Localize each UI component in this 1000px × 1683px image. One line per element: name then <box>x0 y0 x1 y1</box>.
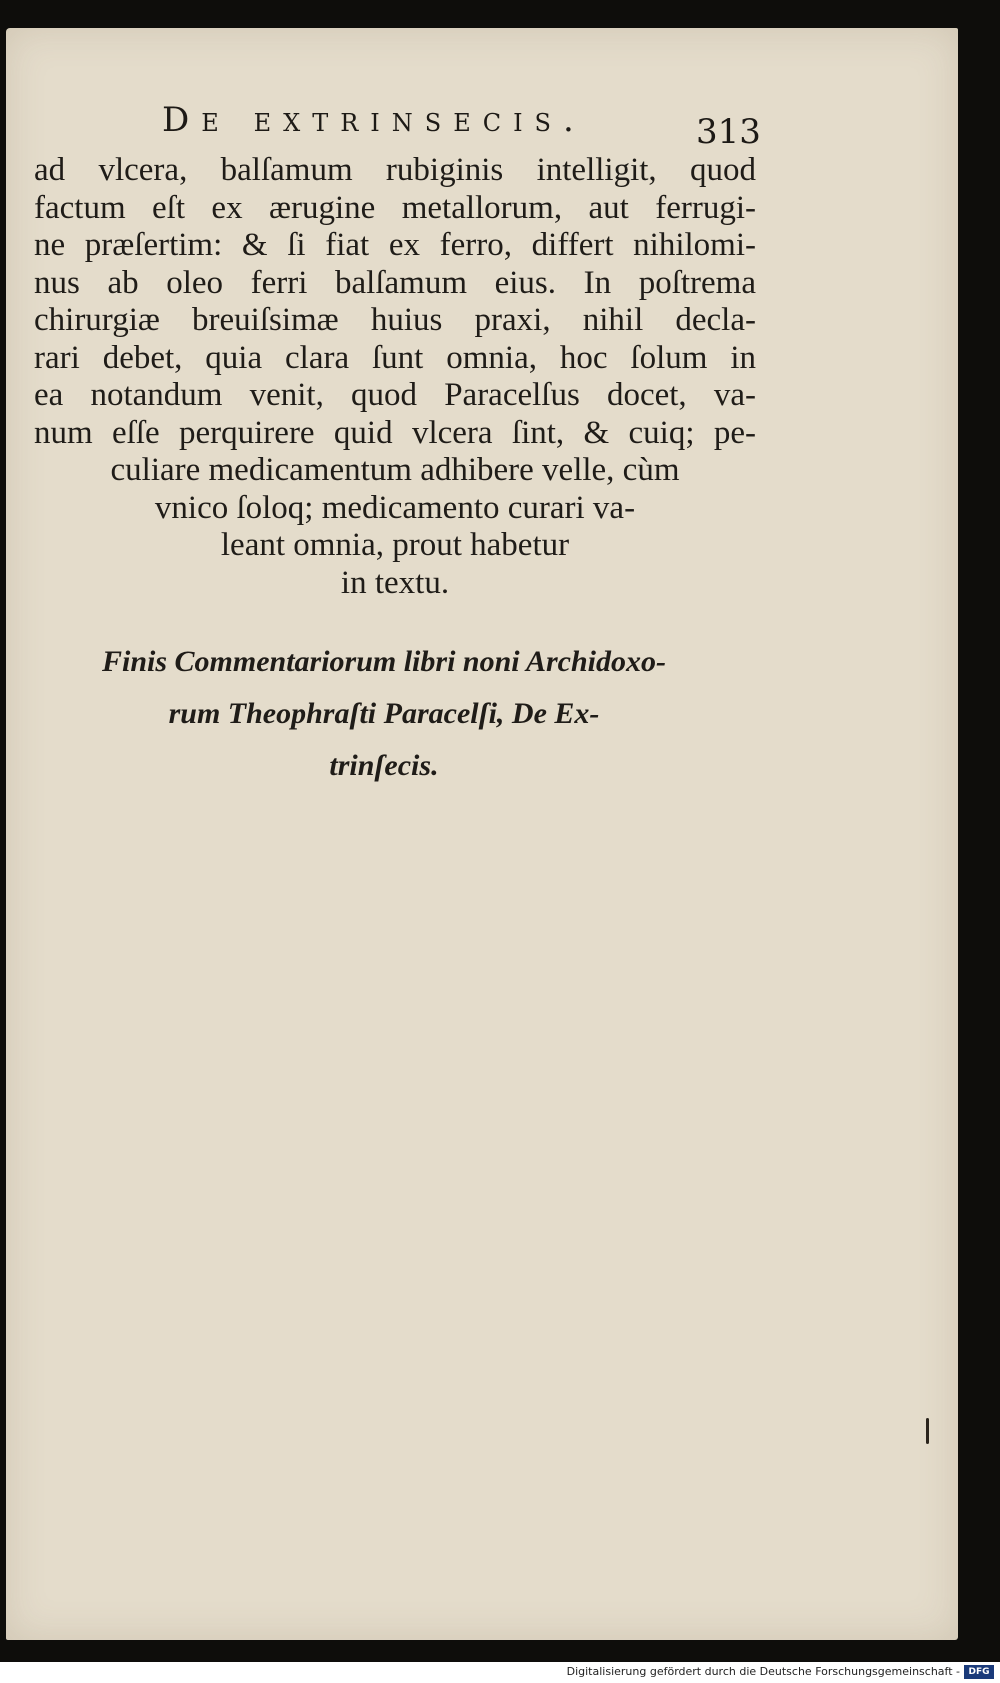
text-line: nus ab oleo ferri balſamum eius. In poſtrema <box>34 264 756 301</box>
text-line: leant omnia, prout habetur <box>220 527 570 563</box>
digitization-footer <box>0 1662 1000 1683</box>
colophon-line: trinſecis. <box>329 749 439 782</box>
text-line: ad vlcera, balſamum rubiginis intelligit, quod <box>34 152 756 188</box>
body-text <box>34 152 756 602</box>
text-line: factum eſt ex ærugine metallorum, aut ferrugi- <box>34 189 756 226</box>
text-line: num eſſe perquirere quid vlcera ſint, & cuiq; pe- <box>34 414 756 451</box>
text-line: ea notandum venit, quod Paracelſus docet, va- <box>34 377 756 413</box>
page-number: 313 <box>696 112 761 152</box>
colophon-line: rum Theophraſti Paracelſi, De Ex- <box>168 697 600 730</box>
text-line: in textu. <box>340 564 450 601</box>
colophon <box>64 636 704 792</box>
colophon-line: Finis Commentariorum libri noni Archidoxo- <box>101 645 667 678</box>
dfg-logo: DFG <box>964 1665 994 1679</box>
text-line: ne præſertim: & ſi fiat ex ferro, differt nihilomi- <box>34 227 756 263</box>
text-line: culiare medicamentum adhibere velle, cùm <box>110 452 680 488</box>
running-head: De extrinsecis. <box>162 100 586 140</box>
ink-speck <box>926 1418 929 1444</box>
book-page <box>6 28 958 1640</box>
text-line: vnico ſoloq; medicamento curari va- <box>154 489 636 526</box>
funding-credit: Digitalisierung gefördert durch die Deutsche Forschungsgemeinschaft - <box>566 1665 960 1678</box>
text-line: rari debet, quia clara ſunt omnia, hoc ſolum in <box>34 339 756 376</box>
text-line: chirurgiæ breuiſsimæ huius praxi, nihil decla- <box>34 302 756 338</box>
